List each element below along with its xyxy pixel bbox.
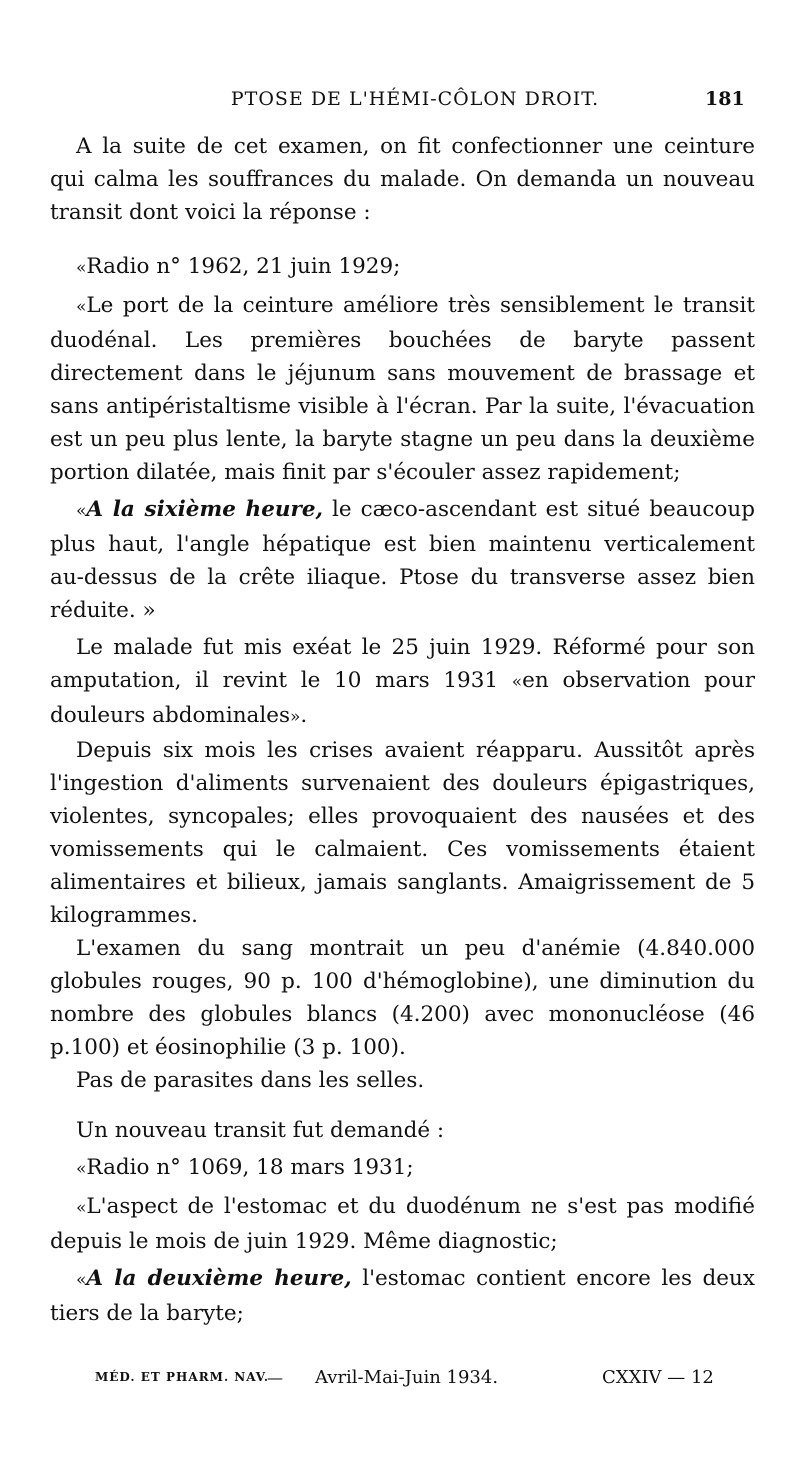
paragraph-3-emphasis: A la sixième heure, <box>86 497 323 522</box>
paragraph-2 <box>50 289 755 489</box>
open-quote: « <box>76 258 87 278</box>
paragraph-1: A la suite de cet examen, on fit confectionner une ceinture qui calma les souffrances du malade. On demanda un nouveau transit dont voici la réponse : <box>50 134 755 225</box>
page-footer <box>0 1367 800 1400</box>
page-title: PTOSE DE L'HÉMI-CÔLON DROIT. <box>230 88 600 110</box>
page-number: 181 <box>705 88 745 110</box>
paragraph-4-quote: en observation pour douleurs abdominales <box>50 668 755 728</box>
paragraph-10-text: l'estomac contient encore les deux tiers de la baryte; <box>50 1266 755 1326</box>
paragraph-4-text-a: Le malade fut mis exéat le 25 juin 1929. Réformé pour son amputation, il revint le 10 mars 1931 <box>50 635 755 693</box>
paragraph-3-text: le cæco-ascendant est situé beaucoup plus haut, l'angle hépatique est bien maintenu verticalement au-dessus de la crête iliaque. Ptose du transverse assez bien réduite. » <box>50 497 755 623</box>
footer-date: Avril-Mai-Juin 1934. <box>315 1367 499 1388</box>
paragraph-9 <box>50 1190 755 1258</box>
radio-1-line <box>50 250 755 285</box>
open-quote: « <box>76 1270 87 1290</box>
radio-1-text: Radio n° 1962, 21 juin 1929; <box>86 254 401 279</box>
footer-journal: MÉD. ET PHARM. NAV. <box>95 1370 270 1384</box>
close-quote: » <box>290 707 301 727</box>
paragraph-10-emphasis: A la deuxième heure, <box>86 1266 352 1291</box>
open-quote: « <box>76 1198 87 1218</box>
paragraph-4-text-c: . <box>300 703 308 728</box>
paragraph-4 <box>50 631 755 734</box>
body-text <box>50 130 755 1330</box>
open-quote: « <box>511 672 523 692</box>
paragraph-2-text: Le port de la ceinture améliore très sensiblement le transit duodénal. Les premières bouchées de baryte passent directement dans le jéjunum sans mouvement de brassage et sans antipéristaltisme visible à l'écran. Par la suite, l'évacuation est un peu plus lente, la baryte stagne un peu dans la deuxième portion dilatée, mais finit par s'écouler assez rapidement; <box>50 293 755 485</box>
radio-2-text: Radio n° 1069, 18 mars 1931; <box>86 1155 414 1180</box>
open-quote: « <box>76 297 87 317</box>
paragraph-7: Pas de parasites dans les selles. <box>76 1068 425 1093</box>
footer-separator: — <box>267 1368 283 1387</box>
radio-2-line <box>50 1151 755 1186</box>
paragraph-10 <box>50 1262 755 1330</box>
paragraph-9-text: L'aspect de l'estomac et du duodénum ne s'est pas modifié depuis le mois de juin 1929. Même diagnostic; <box>50 1194 755 1254</box>
paragraph-5: Depuis six mois les crises avaient réapparu. Aussitôt après l'ingestion d'aliments survenaient des douleurs épigastriques, violentes, syncopales; elles provoquaient des nausées et des vomissements qui le calmaient. Ces vomissements étaient alimentaires et bilieux, jamais sanglants. Amaigrissement de 5 kilogrammes. <box>50 738 755 928</box>
footer-volume: CXXIV — 12 <box>602 1367 714 1388</box>
open-quote: « <box>76 501 87 521</box>
paragraph-6: L'examen du sang montrait un peu d'anémie (4.840.000 globules rouges, 90 p. 100 d'hémoglobine), une diminution du nombre des globules blancs (4.200) avec mononucléose (46 p.100) et éosinophilie (3 p. 100). <box>50 936 755 1060</box>
open-quote: « <box>76 1159 87 1179</box>
paragraph-8: Un nouveau transit fut demandé : <box>76 1118 445 1143</box>
running-head <box>0 88 800 118</box>
paragraph-3 <box>50 493 755 627</box>
